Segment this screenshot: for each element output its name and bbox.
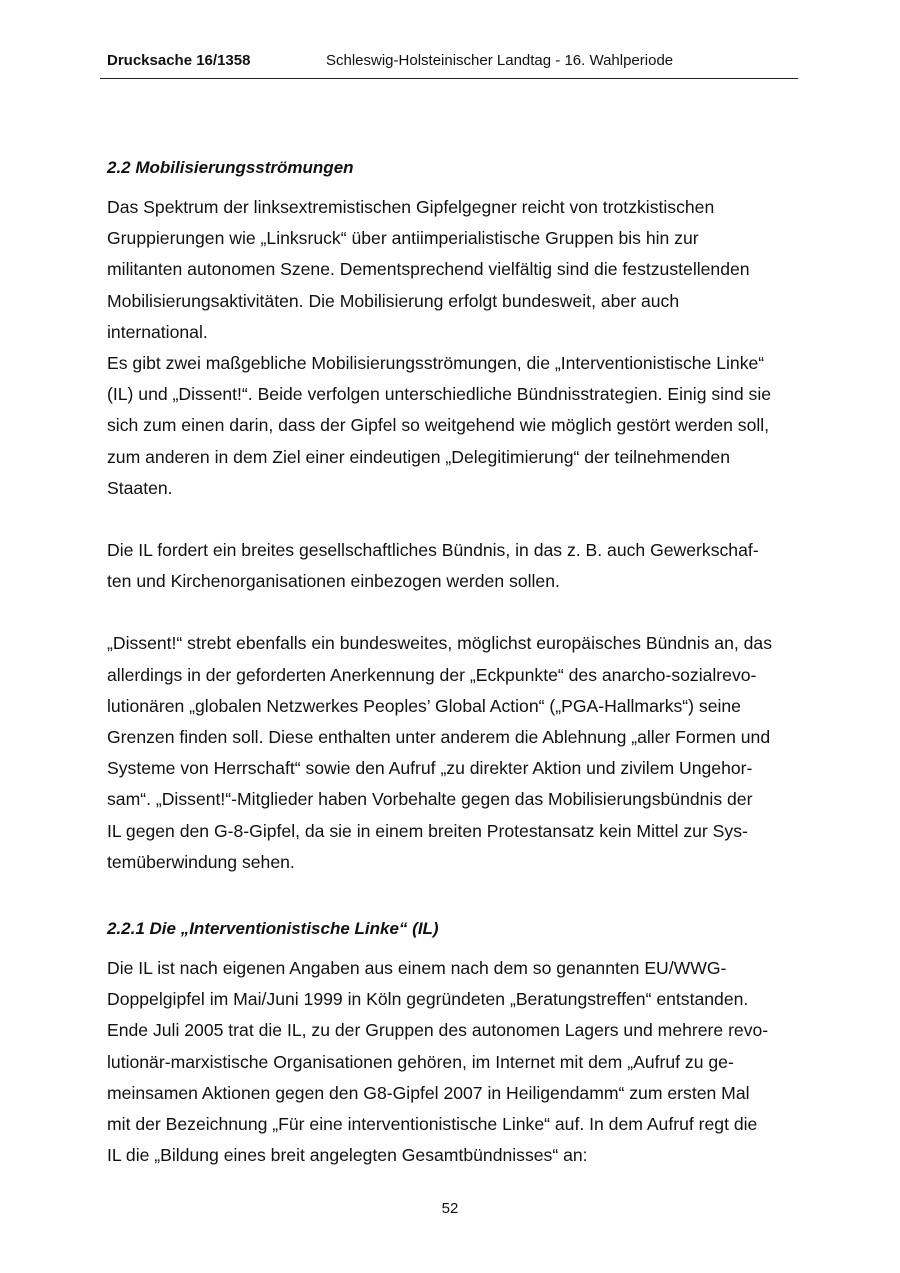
- text-line: Die IL fordert ein breites gesellschaftliches Bündnis, in das z. B. auch Gewerkschaf-: [107, 540, 759, 561]
- document-number: Drucksache 16/1358: [107, 52, 251, 69]
- text-line: Doppelgipfel im Mai/Juni 1999 in Köln gegründeten „Beratungstreffen“ entstanden.: [107, 989, 749, 1010]
- paragraph: [107, 192, 807, 348]
- text-line: sam“. „Dissent!“-Mitglieder haben Vorbehalte gegen das Mobilisierungsbündnis der: [107, 789, 753, 810]
- text-line: „Dissent!“ strebt ebenfalls ein bundesweites, möglichst europäisches Bündnis an, das: [107, 633, 773, 654]
- text-line: zum anderen in dem Ziel einer eindeutigen „Delegitimierung“ der teilnehmenden: [107, 446, 730, 467]
- text-line: Mobilisierungsaktivitäten. Die Mobilisierung erfolgt bundesweit, aber auch: [107, 290, 680, 311]
- text-line: Systeme von Herrschaft“ sowie den Aufruf „zu direkter Aktion und zivilem Ungehor-: [107, 758, 753, 779]
- section-heading: 2.2 Mobilisierungsströmungen: [107, 158, 354, 177]
- text-line: Das Spektrum der linksextremistischen Gipfelgegner reicht von trotzkistischen: [107, 197, 715, 217]
- text-line: temüberwindung sehen.: [107, 851, 295, 872]
- running-header: [100, 52, 798, 79]
- text-line: (IL) und „Dissent!“. Beide verfolgen unterschiedliche Bündnisstrategien. Einig sind sie: [107, 384, 772, 405]
- text-line: lutionären „globalen Netzwerkes Peoples’ Global Action“ („PGA-Hallmarks“) seine: [107, 695, 741, 716]
- subsection-heading: 2.2.1 Die „Interventionistische Linke“ (IL): [107, 919, 439, 939]
- text-line: Die IL ist nach eigenen Angaben aus einem nach dem so genannten EU/WWG-: [107, 958, 727, 979]
- text-line: international.: [107, 321, 208, 342]
- text-line: IL gegen den G-8-Gipfel, da sie in einem breiten Protestansatz kein Mittel zur Sys-: [107, 820, 748, 841]
- text-line: allerdings in der geforderten Anerkennung der „Eckpunkte“ des anarcho-sozialrevo-: [107, 664, 757, 685]
- page-body: [107, 155, 807, 1171]
- text-line: Ende Juli 2005 trat die IL, zu der Gruppen des autonomen Lagers und mehrere revo-: [107, 1020, 769, 1041]
- text-line: Gruppierungen wie „Linksruck“ über antiimperialistische Gruppen bis hin zur: [107, 228, 699, 249]
- text-line: mit der Bezeichnung „Für eine interventionistische Linke“ auf. In dem Aufruf regt die: [107, 1114, 758, 1135]
- text-line: lutionär-marxistische Organisationen gehören, im Internet mit dem „Aufruf zu ge-: [107, 1051, 734, 1072]
- paragraph: [107, 628, 807, 878]
- text-line: Grenzen finden soll. Diese enthalten unter anderem die Ablehnung „aller Formen und: [107, 727, 771, 748]
- text-line: Staaten.: [107, 477, 173, 498]
- paragraph: [107, 953, 807, 1171]
- text-line: meinsamen Aktionen gegen den G8-Gipfel 2007 in Heiligendamm“ zum ersten Mal: [107, 1082, 750, 1103]
- page-number: 52: [441, 1200, 459, 1217]
- text-line: sich zum einen darin, dass der Gipfel so weitgehend wie möglich gestört werden soll,: [107, 415, 770, 436]
- text-line: militanten autonomen Szene. Dementsprechend vielfältig sind die festzustellenden: [107, 259, 750, 280]
- text-line: IL die „Bildung eines breit angelegten Gesamtbündnisses“ an:: [107, 1145, 588, 1166]
- paragraph: [107, 348, 807, 504]
- text-line: ten und Kirchenorganisationen einbezogen werden sollen.: [107, 571, 560, 592]
- paragraph: [107, 535, 807, 597]
- parliament-title: Schleswig-Holsteinischer Landtag - 16. Wahlperiode: [326, 52, 674, 69]
- text-line: Es gibt zwei maßgebliche Mobilisierungsströmungen, die „Interventionistische Linke“: [107, 353, 765, 374]
